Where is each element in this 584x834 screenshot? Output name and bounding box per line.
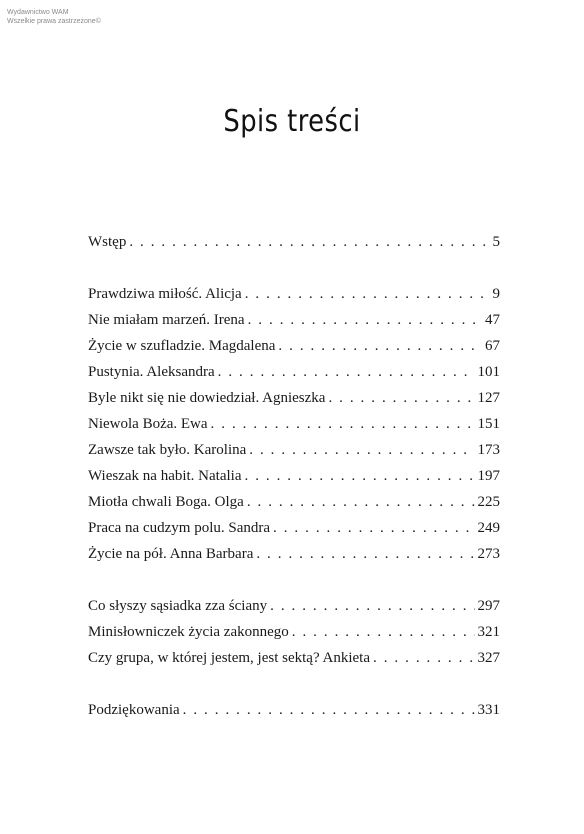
toc-entry [88,388,500,408]
dot-leader [183,700,475,720]
dot-leader [278,336,482,356]
toc-entry-page: 321 [477,624,500,640]
dot-leader [248,310,482,330]
toc-entry-label: Niewola Boża. Ewa [88,416,208,432]
toc-entry-page: 127 [477,390,500,406]
toc-entry-label: Pustynia. Aleksandra [88,364,215,380]
toc-entry-page: 331 [477,702,500,718]
toc-entry-page: 273 [477,546,500,562]
toc-entry-page: 173 [477,442,500,458]
toc-entry-page: 67 [485,338,500,354]
dot-leader [328,388,474,408]
dot-leader [270,596,474,616]
toc-entry [88,336,500,356]
toc-entry-page: 151 [477,416,500,432]
dot-leader [373,648,474,668]
toc-entry [88,440,500,460]
toc-entry-page: 249 [477,520,500,536]
toc-entry-label: Podziękowania [88,702,180,718]
dot-leader [218,362,475,382]
toc-entry-page: 197 [477,468,500,484]
toc-entry-label: Wstęp [88,234,127,250]
toc-entry-label: Co słyszy sąsiadka zza ściany [88,598,268,614]
toc-entry-label: Praca na cudzym polu. Sandra [88,520,271,536]
copyright-notice: Wszelkie prawa zastrzeżone© [7,18,101,25]
toc-entry [88,596,500,616]
toc-entry-label: Byle nikt się nie dowiedział. Agnieszka [88,390,326,406]
toc-entry-label: Miotła chwali Boga. Olga [88,494,244,510]
toc-entry-page: 297 [477,598,500,614]
toc-entry [88,648,500,668]
toc-entry-label: Minisłowniczek życia zakonnego [88,624,289,640]
toc-entry [88,284,500,304]
publisher-name: Wydawnictwo WAM [7,9,69,16]
toc-entry-label: Nie miałam marzeń. Irena [88,312,245,328]
dot-leader [245,284,490,304]
toc-entry-label: Życie w szufladzie. Magdalena [88,338,276,354]
dot-leader [211,414,475,434]
toc-entry [88,310,500,330]
dot-leader [256,544,474,564]
toc-entry-page: 101 [477,364,500,380]
toc-entry-acknowledgements [88,700,500,720]
toc-entry [88,544,500,564]
toc-entry [88,362,500,382]
page-title: Spis treści [223,104,361,139]
dot-leader [273,518,474,538]
toc-entry-page: 9 [492,286,500,302]
toc-entry-page: 327 [477,650,500,666]
toc-entry-page: 47 [485,312,500,328]
toc-entry-label: Prawdziwa miłość. Alicja [88,286,242,302]
toc-entry-intro [88,232,500,252]
toc-entry-page: 5 [492,234,500,250]
dot-leader [247,492,475,512]
toc-entry-label: Wieszak na habit. Natalia [88,468,242,484]
publisher-note [7,8,101,26]
toc-entry-label: Zawsze tak było. Karolina [88,442,247,458]
toc-entry [88,466,500,486]
toc-entry-page: 225 [477,494,500,510]
toc-entry-label: Czy grupa, w której jestem, jest sektą? Ankieta [88,650,371,666]
toc-entry [88,492,500,512]
toc-entry [88,622,500,642]
toc-entry [88,518,500,538]
dot-leader [249,440,474,460]
dot-leader [245,466,475,486]
dot-leader [129,232,489,252]
toc-entry [88,414,500,434]
toc-entry-label: Życie na pół. Anna Barbara [88,546,254,562]
dot-leader [292,622,475,642]
